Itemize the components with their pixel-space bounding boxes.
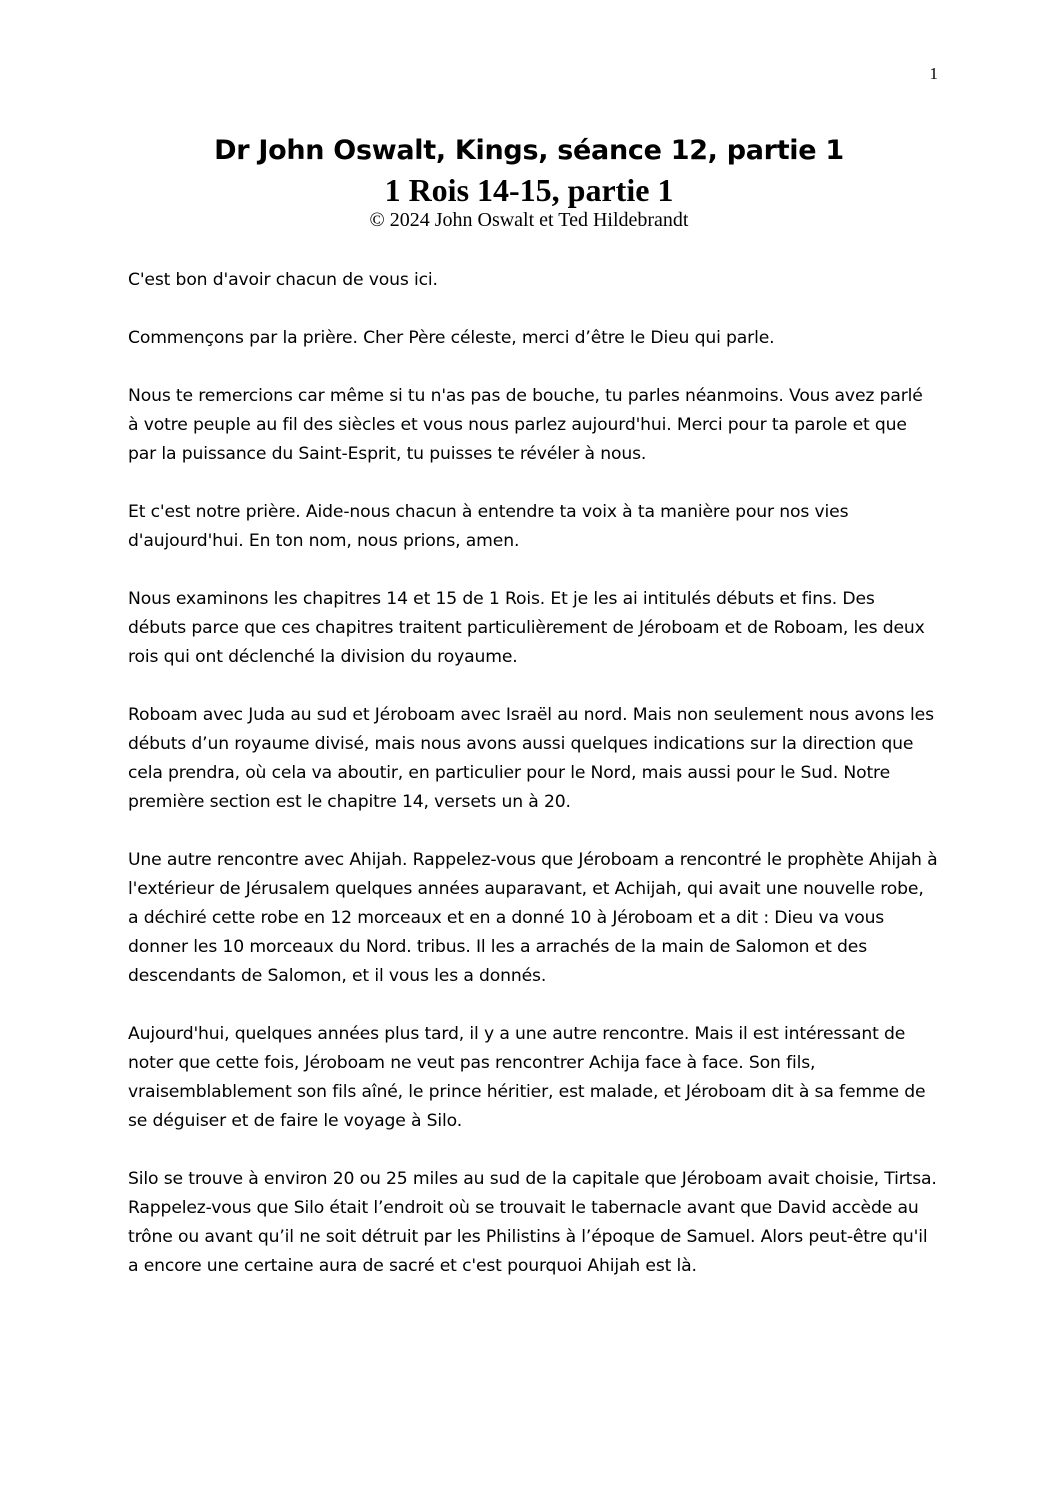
paragraph: Roboam avec Juda au sud et Jéroboam avec Israël au nord. Mais non seulement nous avons les débuts d’un royaume divisé, mais nous avons aussi quelques indications sur la direction que cela prendra, où cela va aboutir, en particulier pour le Nord, mais aussi pour le Sud. Notre première section est le chapitre 14, versets un à 20. xyxy=(128,705,934,812)
paragraph: Nous te remercions car même si tu n'as pas de bouche, tu parles néanmoins. Vous avez parlé à votre peuple au fil des siècles et vous nous parlez aujourd'hui. Merci pour ta parole et que par la puissance du Saint-Esprit, tu puisses te révéler à nous. xyxy=(128,386,923,464)
transcript-body xyxy=(128,266,938,1310)
paragraph: Nous examinons les chapitres 14 et 15 de 1 Rois. Et je les ai intitulés débuts et fins. Des débuts parce que ces chapitres traitent particulièrement de Jéroboam et de Roboam, les deux rois qui ont déclenché la division du royaume. xyxy=(128,589,925,667)
document-title: Dr John Oswalt, Kings, séance 12, partie 1 xyxy=(214,135,844,166)
paragraph: Commençons par la prière. Cher Père céleste, merci d’être le Dieu qui parle. xyxy=(128,328,775,348)
paragraph: Et c'est notre prière. Aide-nous chacun à entendre ta voix à ta manière pour nos vies d'aujourd'hui. En ton nom, nous prions, amen. xyxy=(128,502,849,551)
page-number: 1 xyxy=(929,64,938,83)
paragraph: Silo se trouve à environ 20 ou 25 miles au sud de la capitale que Jéroboam avait choisie, Tirtsa. Rappelez-vous que Silo était l’endroit où se trouvait le tabernacle avant que David accède au trône ou avant qu’il ne soit détruit par les Philistins à l’époque de Samuel. Alors peut-être qu'il a encore une certaine aura de sacré et c'est pourquoi Ahijah est là. xyxy=(128,1169,937,1276)
document-header xyxy=(0,131,1058,231)
paragraph: Une autre rencontre avec Ahijah. Rappelez-vous que Jéroboam a rencontré le prophète Ahijah à l'extérieur de Jérusalem quelques années auparavant, et Achijah, qui avait une nouvelle robe, a déchiré cette robe en 12 morceaux et en a donné 10 à Jéroboam et a dit : Dieu va vous donner les 10 morceaux du Nord. tribus. Il les a arrachés de la main de Salomon et des descendants de Salomon, et il vous les a donnés. xyxy=(128,850,938,986)
paragraph: C'est bon d'avoir chacun de vous ici. xyxy=(128,270,438,290)
paragraph: Aujourd'hui, quelques années plus tard, il y a une autre rencontre. Mais il est intéressant de noter que cette fois, Jéroboam ne veut pas rencontrer Achija face à face. Son fils, vraisemblablement son fils aîné, le prince héritier, est malade, et Jéroboam dit à sa femme de se déguiser et de faire le voyage à Silo. xyxy=(128,1024,926,1131)
document-subtitle: 1 Rois 14-15, partie 1 xyxy=(384,172,674,208)
copyright-notice: © 2024 John Oswalt et Ted Hildebrandt xyxy=(369,209,689,231)
